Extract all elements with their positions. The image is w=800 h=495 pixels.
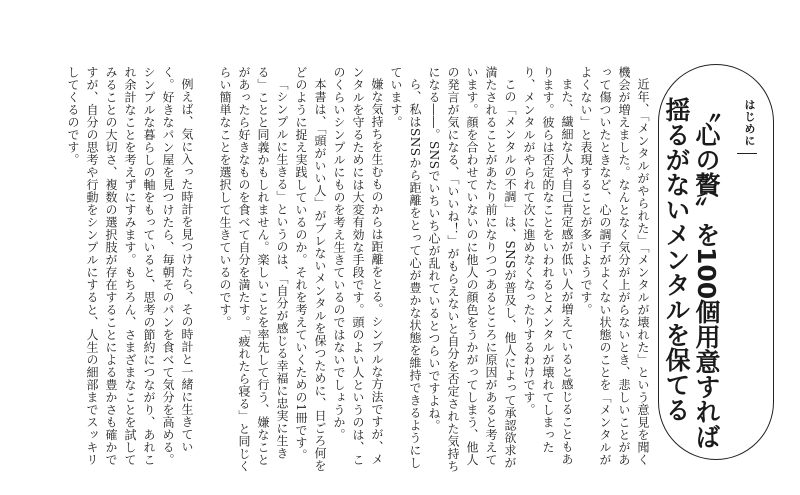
- paragraph: 嫌な気持ちを生むものからは距離をとる。シンプルな方法ですが、メンタルを守るためには大変有効な手段です。頭のよい人というのは、このくらいシンプルにものを考え生きているのではないでしょうか。: [332, 66, 384, 466]
- section-label: はじめに: [737, 99, 757, 154]
- paragraph: 「シンプルに生きる」というのは、「自分が感じる幸福に忠実に生きる」ことと同義かもしれません。楽しいことを率先して行う、嫌なことがあったら好きなものを食べて自分を満たす。「疲れたら寝る」と同じくらい簡単なことを選択して生きているのです。: [218, 66, 289, 473]
- title-capsule: [658, 64, 774, 460]
- page-title: 〝心の贅〟を100個用意すれば 揺るがないメンタルを保てる: [662, 97, 721, 450]
- paragraph: また、繊細な人や自己肯定感が低い人が増えていると感じることもあります。彼らは否定的なことをいわれるとメンタルが壊れてしまったり、メンタルがやられて次に進めなくなったりするわけです。: [522, 66, 574, 466]
- paragraph: 本書は、「頭がいい人」がブレないメンタルを保つために、日ごろ何をどのように捉え実践しているのか。それを考えていくための1冊です。: [294, 66, 327, 472]
- paragraph: 例えば、気に入った時計を見つけたら、その時計と一緒に生きていく。好きなパン屋を見つけたら、毎朝そのパンを食べて気分を高める。シンプルな暮らしの軸をもっていると、思考の節約につながり、あれこれ余計なことを考えずにすみます。もちろん、さまざまなことを試してみることの大切さ、複数の選択肢が存在することによる豊かさも確かですが、自分の思考や行動をシンプルにすると、人生の細部までスッキリしてくるのです。: [66, 66, 194, 466]
- paragraph: ら、私はSNSから距離をとって心が豊かな状態を維持できるようにしています。: [389, 66, 422, 469]
- paragraph: 近年、「メンタルがやられた」「メンタルが壊れた」という意見を聞く機会が増えました。なんとなく気分が上がらないとき、悲しいことがあって傷ついたときなど、心の調子がよくない状態のことを「メンタルがよくない」と表現することが多いようです。: [579, 66, 650, 466]
- body-text: [66, 66, 652, 476]
- paragraph: この「メンタルの不調」は、SNSが普及し、他人によって承認欲求が満たされることがあたり前になりつつあるところに原因があると考えています。顔を合わせていないのに他人の顔色をうかがってしまう、他人の発言が気になる、「いいね！」がもらえないと自分を否定された気持ちになる――。SNSでいちいち心が乱れているとつらいですよね。: [427, 66, 517, 473]
